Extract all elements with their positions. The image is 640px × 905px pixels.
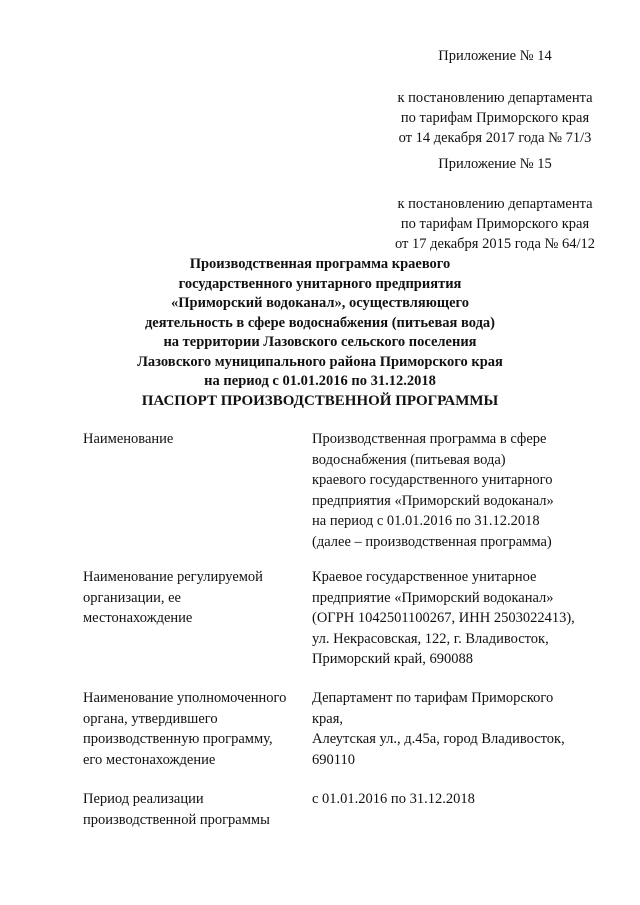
value-line: предприятия «Приморский водоканал» xyxy=(312,492,554,509)
value-line: на период с 01.01.2016 по 31.12.2018 xyxy=(312,513,540,529)
appendix-15-reference xyxy=(380,194,610,254)
appendix-15-block xyxy=(380,154,610,174)
value-line: предприятие «Приморский водоканал» xyxy=(312,589,554,606)
value-line: Производственная программа в сфере xyxy=(312,431,547,447)
value-line: Приморский край, 690088 xyxy=(312,651,474,667)
value-line: ул. Некрасовская, 122, г. Владивосток, xyxy=(312,630,549,647)
program-title-line: государственного унитарного предприятия xyxy=(178,275,462,292)
appendix-14-block xyxy=(380,46,610,66)
program-title-line: «Приморский водоканал», осуществляющего xyxy=(171,295,469,311)
program-title-line: на период с 01.01.2016 по 31.12.2018 xyxy=(204,373,436,389)
value-line: (далее – производственная программа) xyxy=(312,533,552,550)
value-line: 690110 xyxy=(312,751,355,768)
passport-row-value xyxy=(312,688,612,770)
program-title xyxy=(0,255,640,392)
appendix-15-line: от 17 декабря 2015 года № 64/12 xyxy=(394,236,596,252)
passport-row-label xyxy=(83,429,303,450)
program-title-line: Лазовского муниципального района Приморского края xyxy=(137,353,503,370)
program-title-line: Производственная программа краевого xyxy=(189,256,451,272)
value-line: Департамент по тарифам Приморского xyxy=(312,690,554,706)
passport-row-label xyxy=(83,789,303,830)
program-title-line: деятельность в сфере водоснабжения (питьевая вода) xyxy=(144,314,496,331)
passport-row-value xyxy=(312,567,612,670)
appendix-15-line: к постановлению департамента xyxy=(397,196,593,212)
value-line: Краевое государственное унитарное xyxy=(312,569,537,585)
appendix-14-reference xyxy=(380,88,610,148)
appendix-14-line: от 14 декабря 2017 года № 71/3 xyxy=(398,130,592,146)
passport-heading: ПАСПОРТ ПРОИЗВОДСТВЕННОЙ ПРОГРАММЫ xyxy=(141,393,499,409)
appendix-15-title: Приложение № 15 xyxy=(438,156,552,172)
label-line: местонахождение xyxy=(83,610,193,626)
program-title-line: на территории Лазовского сельского поселения xyxy=(163,334,477,350)
label-line: Период реализации xyxy=(83,791,204,807)
value-line: Алеутская ул., д.45а, город Владивосток, xyxy=(312,731,565,747)
appendix-14-title: Приложение № 14 xyxy=(438,48,552,64)
passport-row-value xyxy=(312,429,612,552)
value-line: водоснабжения (питьевая вода) xyxy=(312,451,506,468)
value-line: края, xyxy=(312,710,344,727)
label-line: Наименование xyxy=(83,431,174,447)
value-line: (ОГРН 1042501100267, ИНН 2503022413), xyxy=(312,610,575,626)
appendix-14-line: по тарифам Приморского края xyxy=(400,110,590,126)
label-line: его местонахождение xyxy=(83,751,216,768)
appendix-14-line: к постановлению департамента xyxy=(397,90,593,106)
value-line: с 01.01.2016 по 31.12.2018 xyxy=(312,791,475,807)
passport-row-label xyxy=(83,567,303,629)
appendix-15-line: по тарифам Приморского края xyxy=(400,216,590,232)
label-line: Наименование регулируемой xyxy=(83,569,263,585)
passport-row-value xyxy=(312,789,612,810)
label-line: производственной программы xyxy=(83,811,270,828)
label-line: органа, утвердившего xyxy=(83,710,218,727)
value-line: краевого государственного унитарного xyxy=(312,472,553,488)
label-line: организации, ее xyxy=(83,589,181,606)
label-line: Наименование уполномоченного xyxy=(83,690,287,706)
passport-row-label xyxy=(83,688,303,770)
label-line: производственную программу, xyxy=(83,731,273,747)
